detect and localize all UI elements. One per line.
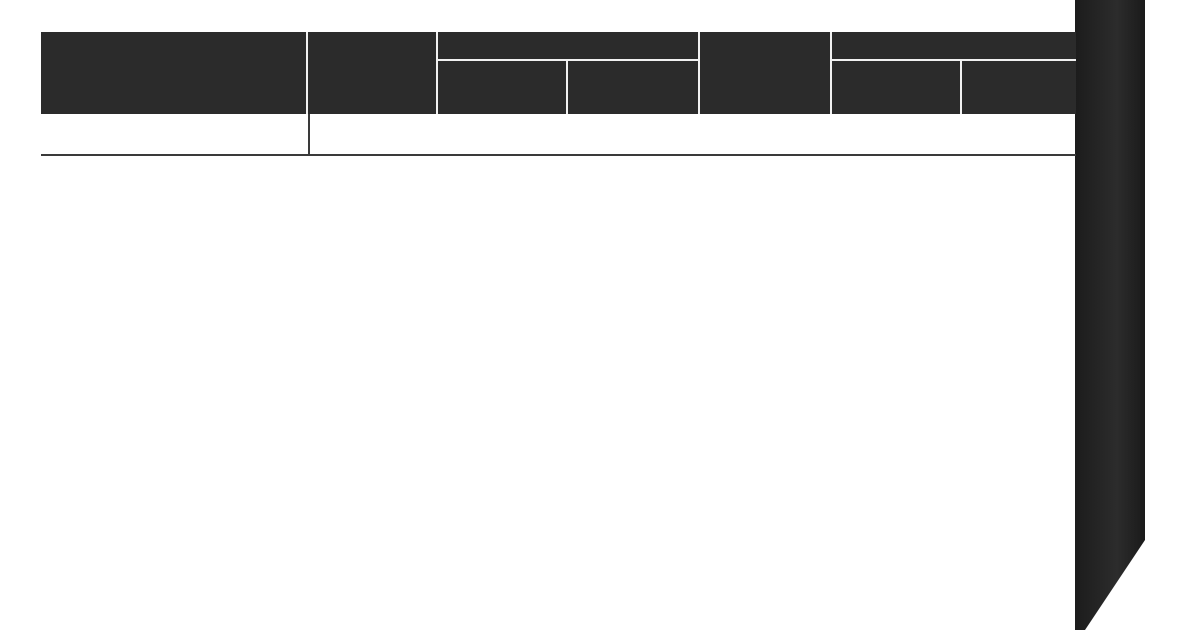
- general-note: [308, 114, 1076, 154]
- table-header: [41, 32, 1076, 114]
- header-divider: [566, 60, 568, 114]
- header-divider: [830, 32, 832, 114]
- header-divider: [698, 32, 700, 114]
- header-group-underline: [832, 59, 1076, 61]
- scan-dark-edge: [1075, 0, 1145, 630]
- scan-page-corner: [1085, 540, 1145, 630]
- header-divider: [436, 32, 438, 114]
- table-row-general: [41, 114, 1076, 156]
- section-name: [41, 114, 308, 154]
- score-table: [41, 32, 1076, 630]
- header-group-underline: [438, 59, 698, 61]
- header-divider: [306, 32, 308, 114]
- header-divider: [960, 60, 962, 114]
